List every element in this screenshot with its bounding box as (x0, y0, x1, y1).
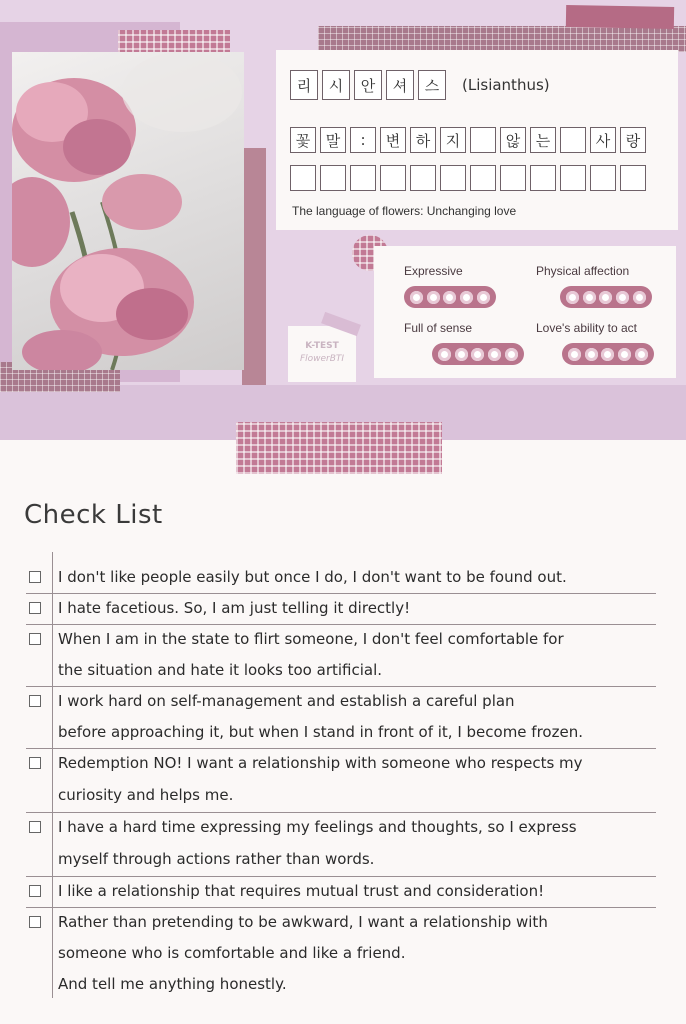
rating-label: Expressive (404, 264, 463, 278)
lang-cell: 사 (590, 127, 616, 153)
checkbox[interactable] (29, 602, 41, 614)
checkbox[interactable] (29, 695, 41, 707)
rating-full-of-sense (404, 321, 524, 365)
dot-icon (443, 291, 456, 304)
checklist-item (26, 624, 656, 687)
item-text: I have a hard time expressing my feelings and thoughts, so I express (58, 818, 577, 836)
dot-icon (471, 348, 484, 361)
dot-icon (616, 291, 629, 304)
checkbox[interactable] (29, 571, 41, 583)
item-text: I hate facetious. So, I am just telling it directly! (58, 599, 411, 617)
item-text: myself through actions rather than words. (58, 850, 375, 868)
rating-dots (432, 343, 524, 365)
empty-cell (350, 165, 376, 191)
empty-cell (620, 165, 646, 191)
name-char: 셔 (386, 70, 414, 100)
checkbox[interactable] (29, 885, 41, 897)
dot-icon (488, 348, 501, 361)
empty-cell (320, 165, 346, 191)
name-char: 안 (354, 70, 382, 100)
rating-label: Physical affection (536, 264, 630, 278)
lang-cell: 하 (410, 127, 436, 153)
dot-icon (635, 348, 648, 361)
checkbox[interactable] (29, 757, 41, 769)
decor-bar (242, 148, 266, 386)
rating-dots (404, 286, 496, 308)
korean-name-row (290, 70, 550, 100)
empty-cell (500, 165, 526, 191)
rating-dots (562, 343, 654, 365)
dot-icon (583, 291, 596, 304)
checklist-item (26, 876, 656, 908)
checklist-title: Check List (24, 500, 163, 530)
item-text: I like a relationship that requires mutual trust and consideration! (58, 882, 545, 900)
item-text: curiosity and helps me. (58, 786, 234, 804)
item-text: Redemption NO! I want a relationship with someone who respects my (58, 754, 583, 772)
rating-expressive (404, 264, 496, 308)
lang-cell (560, 127, 586, 153)
checkbox[interactable] (29, 916, 41, 928)
flower-language-row (290, 127, 650, 153)
checklist-item (26, 686, 656, 749)
dot-icon (427, 291, 440, 304)
flower-photo (12, 52, 244, 370)
rating-physical-affection (536, 264, 652, 308)
name-char: 스 (418, 70, 446, 100)
empty-cell (380, 165, 406, 191)
empty-cell (290, 165, 316, 191)
item-text: And tell me anything honestly. (58, 975, 287, 993)
checklist-item (26, 593, 656, 625)
checklist-item (26, 812, 656, 877)
dot-icon (460, 291, 473, 304)
dot-icon (601, 348, 614, 361)
lang-cell: : (350, 127, 376, 153)
empty-grid-row (290, 165, 650, 191)
header-panel (0, 0, 686, 440)
lang-cell: 지 (440, 127, 466, 153)
rating-ability-to-act (536, 321, 654, 365)
dot-icon (566, 291, 579, 304)
checklist-item (26, 748, 656, 813)
dot-icon (568, 348, 581, 361)
checkbox[interactable] (29, 821, 41, 833)
checkbox[interactable] (29, 633, 41, 645)
ratings-card (374, 246, 676, 378)
dot-icon (477, 291, 490, 304)
dot-icon (410, 291, 423, 304)
tape-top-right (318, 26, 686, 52)
empty-cell (530, 165, 556, 191)
sticker-line1: K-TEST (305, 341, 339, 351)
dot-icon (633, 291, 646, 304)
rating-label: Full of sense (404, 321, 473, 335)
lang-cell: 꽃 (290, 127, 316, 153)
item-text: I don't like people easily but once I do, I don't want to be found out. (58, 568, 567, 586)
lang-cell: 는 (530, 127, 556, 153)
item-text: I work hard on self-management and establish a careful plan (58, 692, 515, 710)
latin-name: (Lisianthus) (462, 76, 550, 94)
item-text: Rather than pretending to be awkward, I want a relationship with (58, 913, 548, 931)
sticker-line2: FlowerBTI (299, 354, 345, 364)
rating-dots (560, 286, 652, 308)
dot-icon (618, 348, 631, 361)
lang-cell: 랑 (620, 127, 646, 153)
empty-cell (440, 165, 466, 191)
checklist-item (26, 907, 656, 999)
dot-icon (505, 348, 518, 361)
item-text: the situation and hate it looks too artificial. (58, 661, 383, 679)
empty-cell (410, 165, 436, 191)
dot-icon (438, 348, 451, 361)
tape-plaid-center (236, 422, 442, 474)
lang-cell: 변 (380, 127, 406, 153)
item-text: When I am in the state to flirt someone, I don't feel comfortable for (58, 630, 564, 648)
dot-icon (599, 291, 612, 304)
dot-icon (455, 348, 468, 361)
empty-cell (560, 165, 586, 191)
rating-label: Love's ability to act (536, 321, 638, 335)
empty-cell (470, 165, 496, 191)
empty-cell (590, 165, 616, 191)
name-char: 시 (322, 70, 350, 100)
item-text: before approaching it, but when I stand in front of it, I become frozen. (58, 723, 583, 741)
lang-cell (470, 127, 496, 153)
ktest-sticker (288, 326, 356, 382)
checklist-item (26, 562, 656, 594)
lang-cell: 않 (500, 127, 526, 153)
lisianthus-flower-image (12, 52, 244, 370)
name-char: 리 (290, 70, 318, 100)
tape-strip (566, 5, 674, 29)
flower-language-caption: The language of flowers: Unchanging love (292, 204, 517, 218)
item-text: someone who is comfortable and like a friend. (58, 944, 406, 962)
lang-cell: 말 (320, 127, 346, 153)
name-card (276, 50, 678, 230)
dot-icon (585, 348, 598, 361)
